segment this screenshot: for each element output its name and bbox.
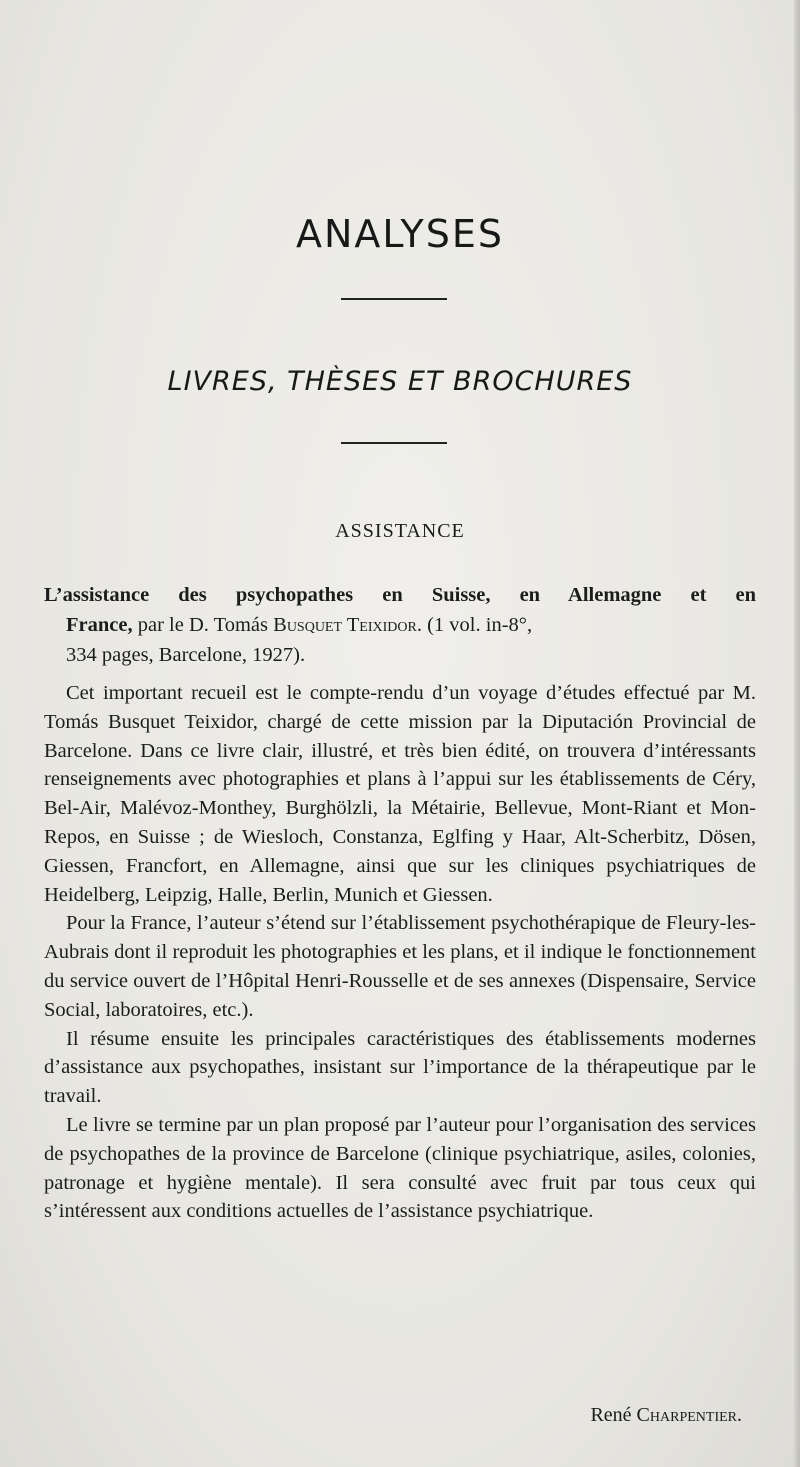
page-title: ANALYSES (295, 212, 504, 256)
paragraph: Cet important recueil est le compte-rendu d’un voyage d’études effectué par M. Tomás Busquet Teixidor, chargé de cette mission par la Diputación Provincial de Barcelone. Dans ce livre clair, illustré, et très bien édité, on trouvera d’intéressants renseignements avec photographies et plans à l’appui sur les établissements de Céry, Bel-Air, Malévoz-Monthey, Burghölzli, la Métairie, Bellevue, Mont-Riant et Mon-Repos, en Suisse ; de Wiesloch, Constanza, Eglfing y Haar, Alt-Scherbitz, Dösen, Giessen, Francfort, en Allemagne, ainsi que sur les cliniques psychiatriques de Heidelberg, Leipzig, Halle, Berlin, Munich et Giessen. (44, 682, 756, 906)
book-author: Busquet Teixidor (273, 614, 417, 636)
paragraph: Le livre se termine par un plan proposé par l’auteur pour l’organisation des services de psychopathes de la province de Barcelone (clinique psychiatrique, asiles, colonies, patronage et hygiène mentale). Il sera consulté avec fruit par tous ceux qui s’intéressent aux conditions actuelles de l’assistance psychiatrique. (44, 1113, 756, 1223)
divider-rule (341, 298, 447, 300)
section-title: LIVRES, THÈSES ET BROCHURES (167, 366, 633, 397)
signature-last-name: Charpentier (636, 1404, 737, 1426)
book-title-text-cont: France, (66, 614, 133, 636)
paragraph: Il résume ensuite les principales caractéristiques des établissements modernes d’assistance aux psychopathes, insistant sur l’importance de la thérapeutique par le travail. (44, 1027, 756, 1108)
book-details: . (1 vol. in-8°, (416, 614, 533, 636)
book-by: par le D. Tomás (132, 614, 274, 636)
review-body (44, 679, 756, 1226)
signature-first-name: René (590, 1404, 637, 1426)
book-details-line3: 334 pages, Barcelone, 1927). (66, 644, 306, 666)
divider-rule (341, 442, 447, 444)
book-title-text: L’assistance des psychopathes en Suisse, en Allemagne et en (44, 584, 756, 606)
book-title-line1 (44, 580, 756, 610)
book-reference (44, 580, 756, 670)
signature-suffix: . (737, 1404, 742, 1426)
paragraph: Pour la France, l’auteur s’étend sur l’établissement psychothérapique de Fleury-les-Aubrais dont il reproduit les photographies et les plans, et il indique le fonctionnement du service ouvert de l’Hôpital Henri-Rousselle et de ses annexes (Dispensaire, Service Social, laboratoires, etc.). (44, 912, 756, 1021)
subsection-title: ASSISTANCE (335, 520, 465, 542)
signature (590, 1404, 742, 1427)
book-reference-line2 (44, 610, 756, 640)
